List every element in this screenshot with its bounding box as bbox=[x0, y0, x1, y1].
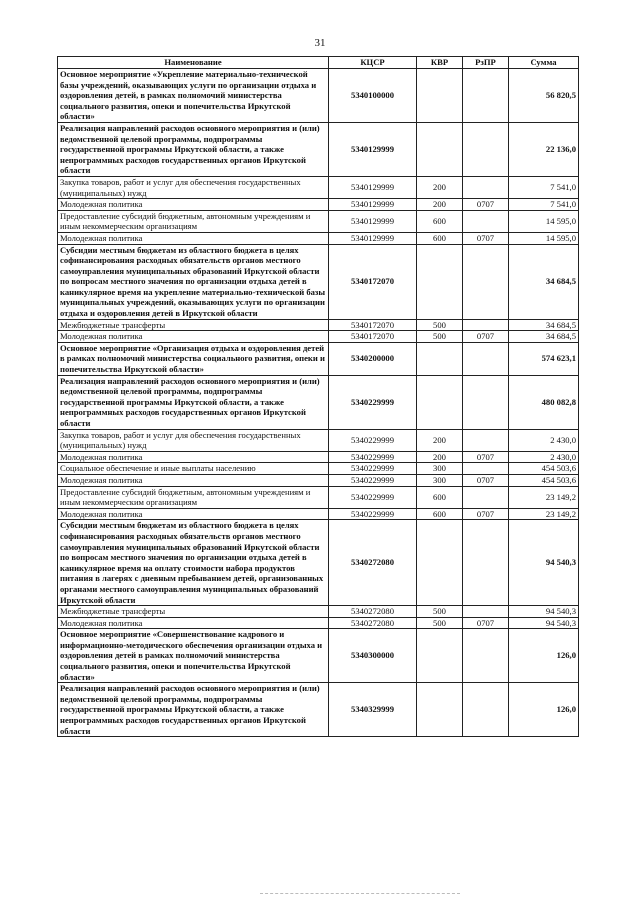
table-row bbox=[58, 520, 579, 606]
table-row bbox=[58, 232, 579, 244]
cell-kcsr: 5340172070 bbox=[329, 331, 417, 343]
cell-kcsr: 5340229999 bbox=[329, 451, 417, 463]
cell-sum: 126,0 bbox=[509, 683, 579, 737]
cell-rzpr bbox=[463, 342, 509, 375]
cell-kcsr: 5340229999 bbox=[329, 375, 417, 429]
cell-kvr bbox=[417, 342, 463, 375]
table-row bbox=[58, 244, 579, 319]
cell-kcsr: 5340229999 bbox=[329, 463, 417, 475]
cell-rzpr: 0707 bbox=[463, 474, 509, 486]
cell-name: Молодежная политика bbox=[58, 199, 329, 211]
cell-sum: 94 540,3 bbox=[509, 606, 579, 618]
cell-rzpr bbox=[463, 244, 509, 319]
cell-sum: 14 595,0 bbox=[509, 232, 579, 244]
cell-kcsr: 5340272080 bbox=[329, 520, 417, 606]
cell-kcsr: 5340229999 bbox=[329, 474, 417, 486]
cell-rzpr bbox=[463, 520, 509, 606]
cell-kcsr: 5340129999 bbox=[329, 210, 417, 232]
cell-name: Предоставление субсидий бюджетным, автономным учреждениям и иным некоммерческим организациям bbox=[58, 210, 329, 232]
header-sum: Сумма bbox=[509, 57, 579, 69]
table-row bbox=[58, 319, 579, 331]
table-row bbox=[58, 629, 579, 683]
cell-name: Межбюджетные трансферты bbox=[58, 319, 329, 331]
cell-sum: 22 136,0 bbox=[509, 122, 579, 176]
cell-sum: 34 684,5 bbox=[509, 331, 579, 343]
cell-rzpr bbox=[463, 429, 509, 451]
cell-sum: 126,0 bbox=[509, 629, 579, 683]
cell-kvr: 200 bbox=[417, 199, 463, 211]
table-row bbox=[58, 486, 579, 508]
cell-rzpr: 0707 bbox=[463, 232, 509, 244]
cell-rzpr: 0707 bbox=[463, 451, 509, 463]
table-row bbox=[58, 122, 579, 176]
cell-rzpr bbox=[463, 122, 509, 176]
cell-kcsr: 5340172070 bbox=[329, 319, 417, 331]
cell-kvr: 200 bbox=[417, 176, 463, 198]
cell-name: Основное мероприятие «Укрепление материально-технической базы учреждений, оказывающих услуги по организации отдыха и оздоровления детей, в рамках полномочий министерства социального развития, опеки и попечительства Иркутской области» bbox=[58, 69, 329, 123]
table-row bbox=[58, 474, 579, 486]
cell-name: Молодежная политика bbox=[58, 232, 329, 244]
cell-rzpr: 0707 bbox=[463, 508, 509, 520]
cell-kcsr: 5340272080 bbox=[329, 617, 417, 629]
cell-kcsr: 5340129999 bbox=[329, 199, 417, 211]
table-row bbox=[58, 429, 579, 451]
cell-name: Субсидии местным бюджетам из областного бюджета в целях софинансирования расходных обязательств органов местного самоуправления муниципальных образований Иркутской области по вопросам местного значения по организации отдыха детей в каникулярное время на укрепление материально-технической базы муниципальных учреждений, оказывающих услуги по организации отдыха и оздоровления детей в Иркутской области bbox=[58, 244, 329, 319]
cell-name: Реализация направлений расходов основного мероприятия и (или) ведомственной целевой программы, подпрограммы государственной программы Иркутской области, а также непрограммных расходов государственных органов Иркутской области bbox=[58, 683, 329, 737]
table-row bbox=[58, 210, 579, 232]
cell-kcsr: 5340100000 bbox=[329, 69, 417, 123]
cell-kvr bbox=[417, 629, 463, 683]
cell-sum: 480 082,8 bbox=[509, 375, 579, 429]
cell-rzpr bbox=[463, 486, 509, 508]
cell-kvr: 500 bbox=[417, 606, 463, 618]
cell-rzpr bbox=[463, 463, 509, 475]
cell-sum: 7 541,0 bbox=[509, 199, 579, 211]
cell-sum: 56 820,5 bbox=[509, 69, 579, 123]
cell-name: Субсидии местным бюджетам из областного бюджета в целях софинансирования расходных обязательств органов местного самоуправления муниципальных образований Иркутской области по вопросам местного значения по организации отдыха детей в каникулярное время на оплату стоимости набора продуктов питания в лагерях с дневным пребыванием детей, организованных органами местного самоуправления муниципальных образований Иркутской области bbox=[58, 520, 329, 606]
cell-sum: 7 541,0 bbox=[509, 176, 579, 198]
table-row bbox=[58, 176, 579, 198]
cell-sum: 14 595,0 bbox=[509, 210, 579, 232]
header-name: Наименование bbox=[58, 57, 329, 69]
cell-kcsr: 5340300000 bbox=[329, 629, 417, 683]
cell-kvr bbox=[417, 375, 463, 429]
cell-sum: 23 149,2 bbox=[509, 486, 579, 508]
cell-kvr: 300 bbox=[417, 474, 463, 486]
cell-name: Молодежная политика bbox=[58, 617, 329, 629]
cell-rzpr bbox=[463, 176, 509, 198]
cell-rzpr bbox=[463, 606, 509, 618]
cell-kcsr: 5340329999 bbox=[329, 683, 417, 737]
table-row bbox=[58, 463, 579, 475]
cell-sum: 2 430,0 bbox=[509, 451, 579, 463]
cell-sum: 454 503,6 bbox=[509, 463, 579, 475]
cell-kcsr: 5340229999 bbox=[329, 508, 417, 520]
table-row bbox=[58, 451, 579, 463]
cell-name: Молодежная политика bbox=[58, 508, 329, 520]
cell-name: Реализация направлений расходов основного мероприятия и (или) ведомственной целевой программы, подпрограммы государственной программы Иркутской области, а также непрограммных расходов государственных органов Иркутской области bbox=[58, 122, 329, 176]
cell-rzpr: 0707 bbox=[463, 617, 509, 629]
cell-sum: 574 623,1 bbox=[509, 342, 579, 375]
cell-sum: 34 684,5 bbox=[509, 244, 579, 319]
table-header-row bbox=[58, 57, 579, 69]
cell-kvr: 500 bbox=[417, 331, 463, 343]
cell-kvr bbox=[417, 122, 463, 176]
header-kcsr: КЦСР bbox=[329, 57, 417, 69]
cell-rzpr bbox=[463, 375, 509, 429]
cell-kvr: 600 bbox=[417, 232, 463, 244]
table-row bbox=[58, 508, 579, 520]
cell-name: Закупка товаров, работ и услуг для обеспечения государственных (муниципальных) нужд bbox=[58, 429, 329, 451]
cell-kvr: 200 bbox=[417, 451, 463, 463]
cell-name: Молодежная политика bbox=[58, 474, 329, 486]
table-row bbox=[58, 69, 579, 123]
page-number: 31 bbox=[314, 37, 326, 49]
cell-name: Реализация направлений расходов основного мероприятия и (или) ведомственной целевой программы, подпрограммы государственной программы Иркутской области, а также непрограммных расходов государственных органов Иркутской области bbox=[58, 375, 329, 429]
cell-kvr bbox=[417, 244, 463, 319]
cell-sum: 94 540,3 bbox=[509, 520, 579, 606]
cell-kcsr: 5340129999 bbox=[329, 122, 417, 176]
table-row bbox=[58, 331, 579, 343]
cell-kvr: 200 bbox=[417, 429, 463, 451]
cell-name: Основное мероприятие «Совершенствование кадрового и информационно-методического обеспечения организации отдыха и оздоровления детей в рамках полномочий министерства социального развития, опеки и попечительства Иркутской области» bbox=[58, 629, 329, 683]
table-row bbox=[58, 199, 579, 211]
cell-kcsr: 5340200000 bbox=[329, 342, 417, 375]
cell-kcsr: 5340129999 bbox=[329, 176, 417, 198]
cell-kcsr: 5340229999 bbox=[329, 429, 417, 451]
cell-name: Социальное обеспечение и иные выплаты населению bbox=[58, 463, 329, 475]
header-kvr: КВР bbox=[417, 57, 463, 69]
cell-name: Молодежная политика bbox=[58, 451, 329, 463]
cell-kvr bbox=[417, 683, 463, 737]
cell-name: Закупка товаров, работ и услуг для обеспечения государственных (муниципальных) нужд bbox=[58, 176, 329, 198]
cell-rzpr bbox=[463, 683, 509, 737]
cell-rzpr bbox=[463, 319, 509, 331]
cell-kvr: 600 bbox=[417, 210, 463, 232]
cell-kvr: 600 bbox=[417, 486, 463, 508]
cell-kvr: 300 bbox=[417, 463, 463, 475]
cell-kvr bbox=[417, 520, 463, 606]
cell-name: Предоставление субсидий бюджетным, автономным учреждениям и иным некоммерческим организациям bbox=[58, 486, 329, 508]
cell-rzpr: 0707 bbox=[463, 199, 509, 211]
table-body bbox=[58, 69, 579, 737]
cell-sum: 23 149,2 bbox=[509, 508, 579, 520]
table-row bbox=[58, 375, 579, 429]
cell-kvr bbox=[417, 69, 463, 123]
cell-kcsr: 5340272080 bbox=[329, 606, 417, 618]
scan-artifact-line bbox=[260, 893, 460, 894]
cell-sum: 454 503,6 bbox=[509, 474, 579, 486]
table-row bbox=[58, 617, 579, 629]
cell-name: Основное мероприятие «Организация отдыха и оздоровления детей в рамках полномочий министерства социального развития, опеки и попечительства Иркутской области» bbox=[58, 342, 329, 375]
cell-kcsr: 5340172070 bbox=[329, 244, 417, 319]
cell-rzpr: 0707 bbox=[463, 331, 509, 343]
cell-kvr: 600 bbox=[417, 508, 463, 520]
cell-sum: 94 540,3 bbox=[509, 617, 579, 629]
cell-rzpr bbox=[463, 629, 509, 683]
table-row bbox=[58, 683, 579, 737]
cell-kcsr: 5340229999 bbox=[329, 486, 417, 508]
header-rzpr: РзПР bbox=[463, 57, 509, 69]
cell-name: Межбюджетные трансферты bbox=[58, 606, 329, 618]
cell-sum: 2 430,0 bbox=[509, 429, 579, 451]
table-row bbox=[58, 606, 579, 618]
cell-kcsr: 5340129999 bbox=[329, 232, 417, 244]
cell-sum: 34 684,5 bbox=[509, 319, 579, 331]
cell-name: Молодежная политика bbox=[58, 331, 329, 343]
cell-kvr: 500 bbox=[417, 319, 463, 331]
cell-rzpr bbox=[463, 69, 509, 123]
table-row bbox=[58, 342, 579, 375]
budget-table bbox=[57, 56, 579, 737]
cell-rzpr bbox=[463, 210, 509, 232]
cell-kvr: 500 bbox=[417, 617, 463, 629]
